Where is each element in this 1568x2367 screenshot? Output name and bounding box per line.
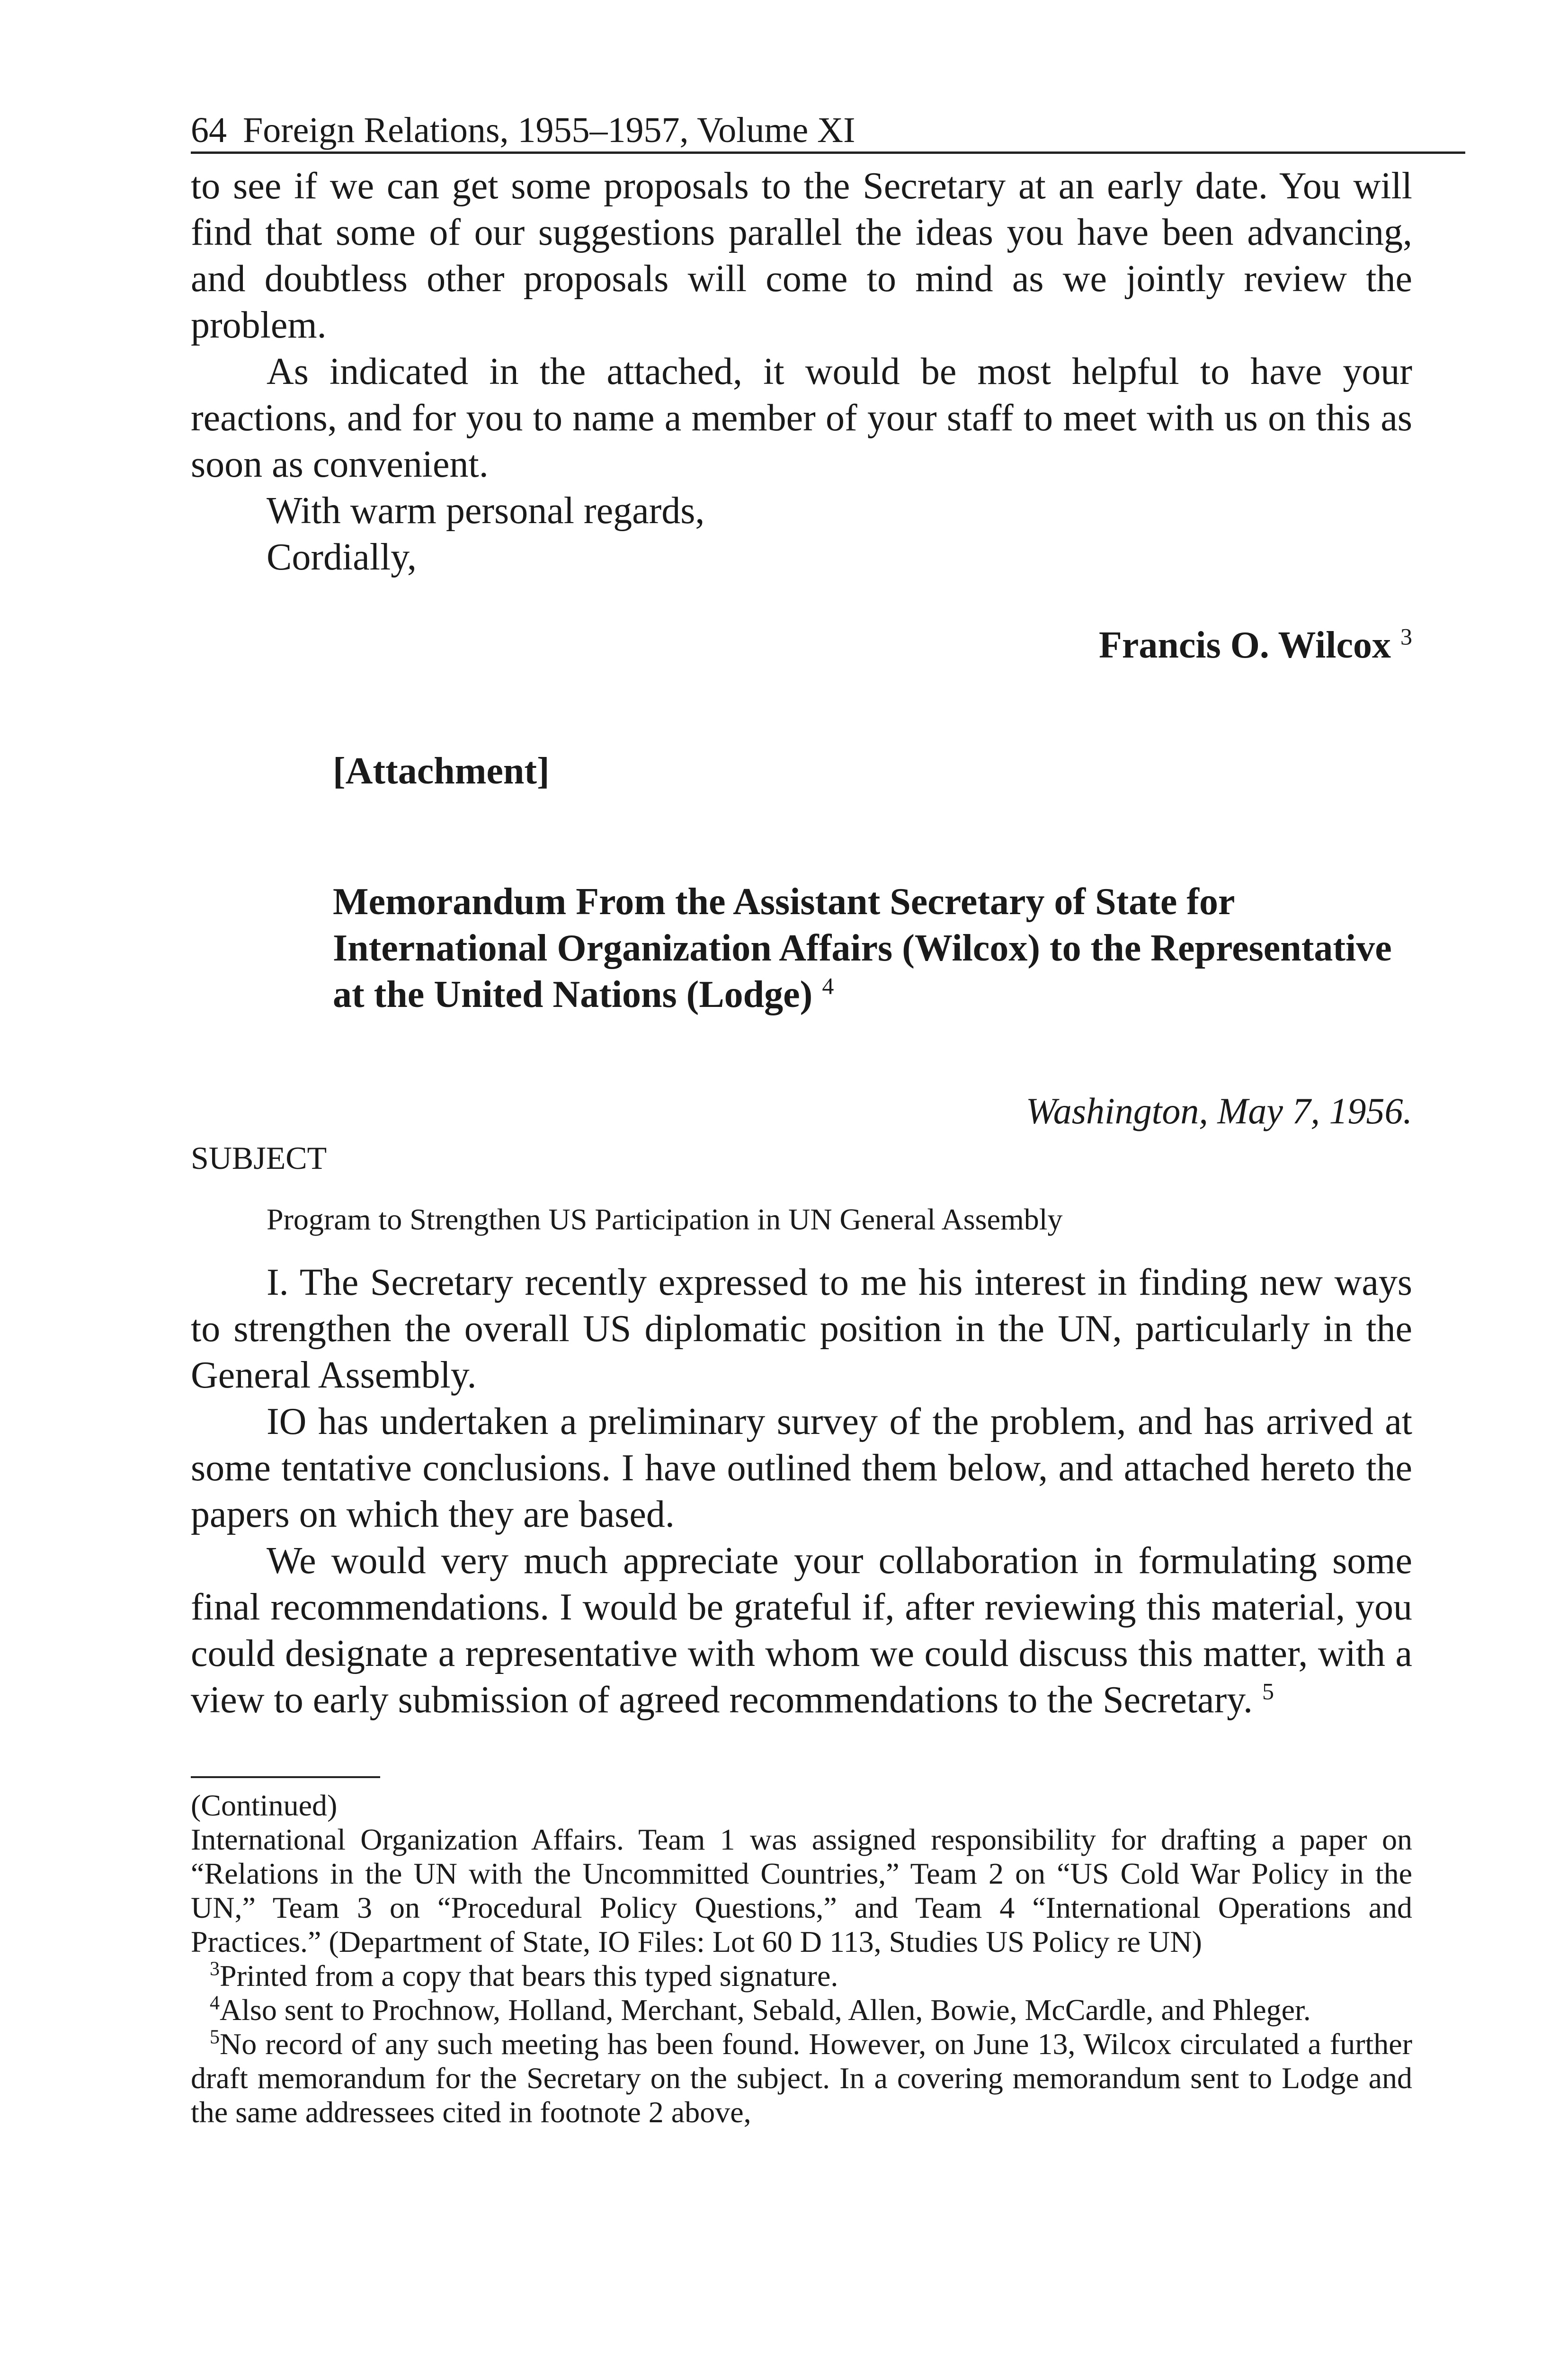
subject-label: SUBJECT	[191, 1140, 327, 1176]
footnote-3-number: 3	[210, 1958, 220, 1980]
letter-regards: With warm personal regards,	[267, 490, 705, 532]
footnote-3-text: Printed from a copy that bears this typed signature.	[220, 1959, 838, 1993]
footnote-4-text: Also sent to Prochnow, Holland, Merchant, Sebald, Allen, Bowie, McCardle, and Phleger.	[220, 1993, 1311, 2027]
footnote-continued-label: (Continued)	[191, 1789, 338, 1822]
letter-signature	[191, 622, 1412, 668]
footnote-rule	[191, 1776, 380, 1778]
memo-paragraph-1: I. The Secretary recently expressed to me his interest in finding new ways to strengthen the overall US diplomatic position in the UN, particularly in the General Assembly.	[191, 1262, 1412, 1396]
running-head-title: Foreign Relations, 1955–1957, Volume XI	[243, 110, 855, 150]
footnote-continued-text: International Organization Affairs. Team 1 was assigned responsibility for drafting a paper on “Relations in the UN with the Uncommitted Countries,” Team 2 on “US Cold War Policy in the UN,” Team 3 on “Procedural Policy Questions,” and Team 4 “International Operations and Practices.” (Department of State, IO Files: Lot 60 D 113, Studies US Policy re UN)	[191, 1823, 1412, 1958]
subject-text: Program to Strengthen US Participation in UN General Assembly	[267, 1202, 1063, 1236]
memo-paragraph-3	[191, 1538, 1412, 1723]
footnote-ref-5: 5	[1262, 1678, 1274, 1705]
footnote-4	[191, 1993, 1412, 2027]
footnotes	[191, 1789, 1412, 2129]
letter-paragraph-2: As indicated in the attached, it would be most helpful to have your reactions, and for you to name a member of your staff to meet with us on this as soon as convenient.	[191, 351, 1412, 485]
letter-closing: Cordially,	[267, 536, 417, 578]
footnote-5	[191, 2027, 1412, 2129]
page-number: 64	[191, 110, 227, 150]
document-page	[191, 109, 1412, 2129]
memo-paragraph-2: IO has undertaken a preliminary survey of the problem, and has arrived at some tentative conclusions. I have outlined them below, and attached hereto the papers on which they are based.	[191, 1401, 1412, 1535]
signature-name: Francis O. Wilcox	[1098, 624, 1391, 666]
footnote-5-text: No record of any such meeting has been found. However, on June 13, Wilcox circulated a further draft memorandum for the Secretary on the subject. In a covering memorandum sent to Lodge and the same addressees cited in footnote 2 above,	[191, 2027, 1412, 2129]
memo-title	[333, 879, 1393, 1018]
memo-title-text: Memorandum From the Assistant Secretary of State for International Organization Affairs (Wilcox) to the Representative at the United Nations (Lodge)	[333, 881, 1392, 1015]
footnote-3	[191, 1959, 1412, 1993]
memo-paragraph-3-text: We would very much appreciate your collaboration in formulating some final recommendations. I would be grateful if, after reviewing this material, you could designate a representative with whom we could discuss this matter, with a view to early submission of agreed recommendations to the Secretary.	[191, 1540, 1412, 1721]
running-head-rule	[191, 151, 1465, 154]
running-head	[191, 109, 1412, 154]
letter-paragraph-1: to see if we can get some proposals to the Secretary at an early date. You will find that some of our suggestions parallel the ideas you have been advancing, and doubtless other proposals will come to mind as we jointly review the problem.	[191, 165, 1412, 346]
memo-dateline: Washington, May 7, 1956.	[1025, 1090, 1412, 1131]
footnote-ref-4: 4	[822, 972, 834, 999]
attachment-label: [Attachment]	[333, 750, 550, 792]
footnote-5-number: 5	[210, 2026, 220, 2048]
footnote-ref-3: 3	[1400, 623, 1412, 650]
footnote-4-number: 4	[210, 1992, 220, 2014]
